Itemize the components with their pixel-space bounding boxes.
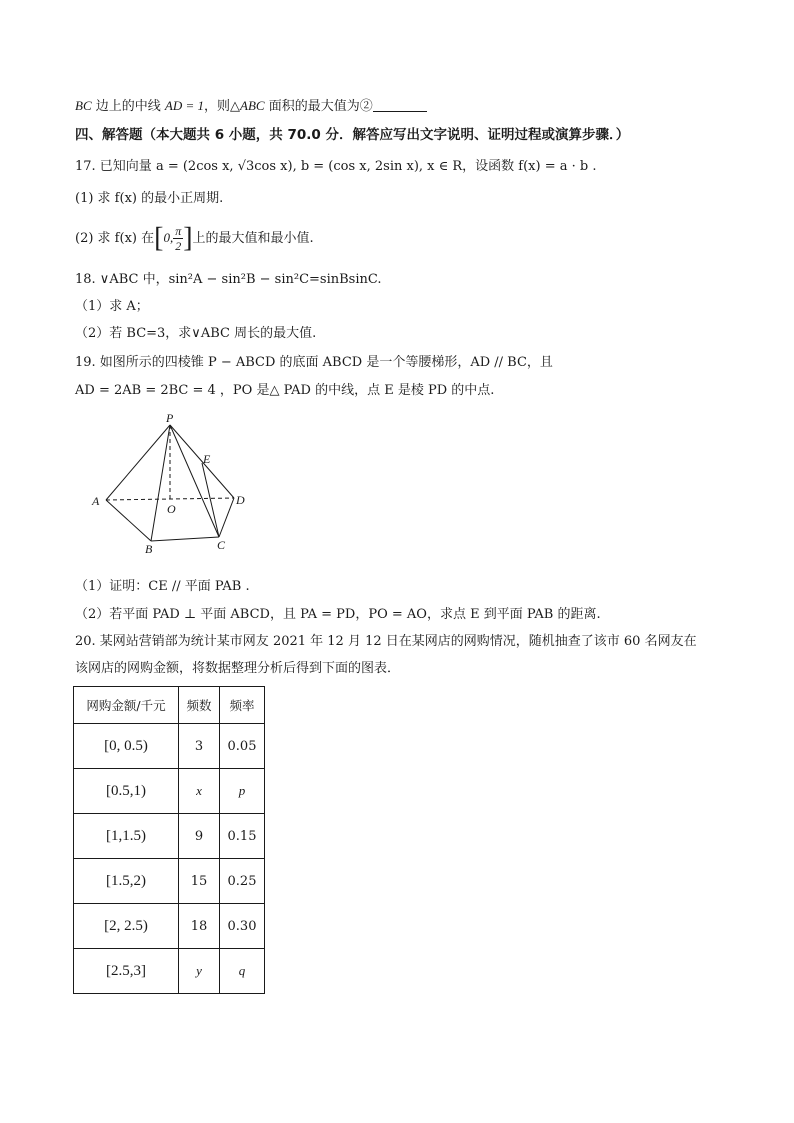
- table-row: [74, 814, 265, 859]
- cell-count: 3: [179, 724, 220, 769]
- header-rate: 频率: [220, 687, 265, 724]
- q16-tail-line: [75, 97, 427, 116]
- header-amount: 网购金额/千元: [74, 687, 179, 724]
- q19-part1: （1）证明：CE // 平面 PAB .: [75, 579, 250, 594]
- pyramid-figure: [88, 408, 258, 558]
- edge-BC: [151, 537, 219, 541]
- table-row: [74, 949, 265, 994]
- answer-blank[interactable]: [373, 98, 427, 112]
- q18-part2: （2）若 BC=3，求∨ABC 周长的最大值.: [75, 326, 317, 341]
- q17-part1: (1) 求 f(x) 的最小正周期.: [75, 191, 224, 206]
- header-count: 频数: [179, 687, 220, 724]
- cell-rate: 0.15: [220, 814, 265, 859]
- cell-rate: 0.25: [220, 859, 265, 904]
- label-B: B: [145, 542, 153, 556]
- frequency-table: [73, 686, 265, 994]
- q18-part1: （1）求 A；: [75, 299, 149, 314]
- cell-count: 15: [179, 859, 220, 904]
- cell-count: x: [179, 769, 220, 814]
- cell-rate: q: [220, 949, 265, 994]
- edge-AB: [106, 500, 151, 541]
- q16-tri: ABC: [240, 98, 265, 113]
- interval-left: 0,: [163, 230, 174, 245]
- q19-stem1: 19. 如图所示的四棱锥 P − ABCD 的底面 ABCD 是一个等腰梯形，AD // BC，且: [75, 355, 553, 370]
- cell-rate: 0.05: [220, 724, 265, 769]
- table-row: [74, 904, 265, 949]
- table-row: [74, 724, 265, 769]
- cell-interval: [0.5,1): [74, 769, 179, 814]
- label-D: D: [236, 493, 245, 507]
- edge-PB: [151, 425, 170, 541]
- q17-part2-suffix: 上的最大值和最小值.: [192, 231, 314, 246]
- q19-part2: （2）若平面 PAD ⊥ 平面 ABCD，且 PA = PD，PO = AO，求点 E 到平面 PAB 的距离.: [75, 607, 601, 622]
- label-A: A: [92, 494, 100, 508]
- q17-stem: 17. 已知向量 a = (2cos x, √3cos x), b = (cos x, 2sin x), x ∈ R，设函数 f(x) = a · b .: [75, 159, 597, 174]
- pi-over-2-fraction: [173, 224, 183, 253]
- q17-part2: [75, 218, 314, 259]
- q16-bc: BC: [75, 98, 92, 113]
- cell-count: 9: [179, 814, 220, 859]
- cell-interval: [0, 0.5): [74, 724, 179, 769]
- cell-rate: p: [220, 769, 265, 814]
- edge-PC: [170, 425, 219, 537]
- q20-stem1: 20. 某网站营销部为统计某市网友 2021 年 12 月 12 日在某网店的网购情况，随机抽查了该市 60 名网友在: [75, 634, 697, 649]
- cell-rate: 0.30: [220, 904, 265, 949]
- edge-PD: [170, 425, 234, 498]
- label-P: P: [166, 411, 174, 425]
- segment-EC: [202, 463, 219, 537]
- q16-text1: 边上的中线: [91, 99, 165, 114]
- edge-PA: [106, 425, 170, 500]
- label-O: O: [167, 502, 176, 516]
- frac-den: 2: [175, 239, 182, 253]
- q16-text3: 面积的最大值为②: [264, 99, 373, 114]
- label-C: C: [217, 538, 226, 552]
- interval-open-bracket: [: [154, 222, 164, 254]
- cell-interval: [2, 2.5): [74, 904, 179, 949]
- label-E: E: [203, 452, 211, 466]
- section-heading: 四、解答题（本大题共 6 小题，共 70.0 分．解答应写出文字说明、证明过程或演算步骤．）: [75, 127, 630, 143]
- q18-stem: 18. ∨ABC 中，sin²A − sin²B − sin²C=sinBsinC.: [75, 272, 382, 287]
- table-header-row: [74, 687, 265, 724]
- table-row: [74, 859, 265, 904]
- frac-num: π: [175, 224, 182, 238]
- edge-CD: [219, 498, 234, 537]
- cell-interval: [2.5,3]: [74, 949, 179, 994]
- q19-stem2: AD = 2AB = 2BC = 4 ，PO 是△ PAD 的中线，点 E 是棱 PD 的中点.: [75, 383, 495, 398]
- q16-eq: AD = 1: [164, 98, 204, 113]
- q20-stem2: 该网店的网购金额，将数据整理分析后得到下面的图表．: [75, 661, 401, 676]
- cell-count: y: [179, 949, 220, 994]
- cell-interval: [1.5,2): [74, 859, 179, 904]
- table-row: [74, 769, 265, 814]
- cell-count: 18: [179, 904, 220, 949]
- cell-interval: [1,1.5): [74, 814, 179, 859]
- q16-text2: ，则△: [204, 99, 240, 114]
- interval-close-bracket: ]: [183, 222, 193, 254]
- q17-part2-prefix: (2) 求 f(x) 在: [75, 231, 155, 246]
